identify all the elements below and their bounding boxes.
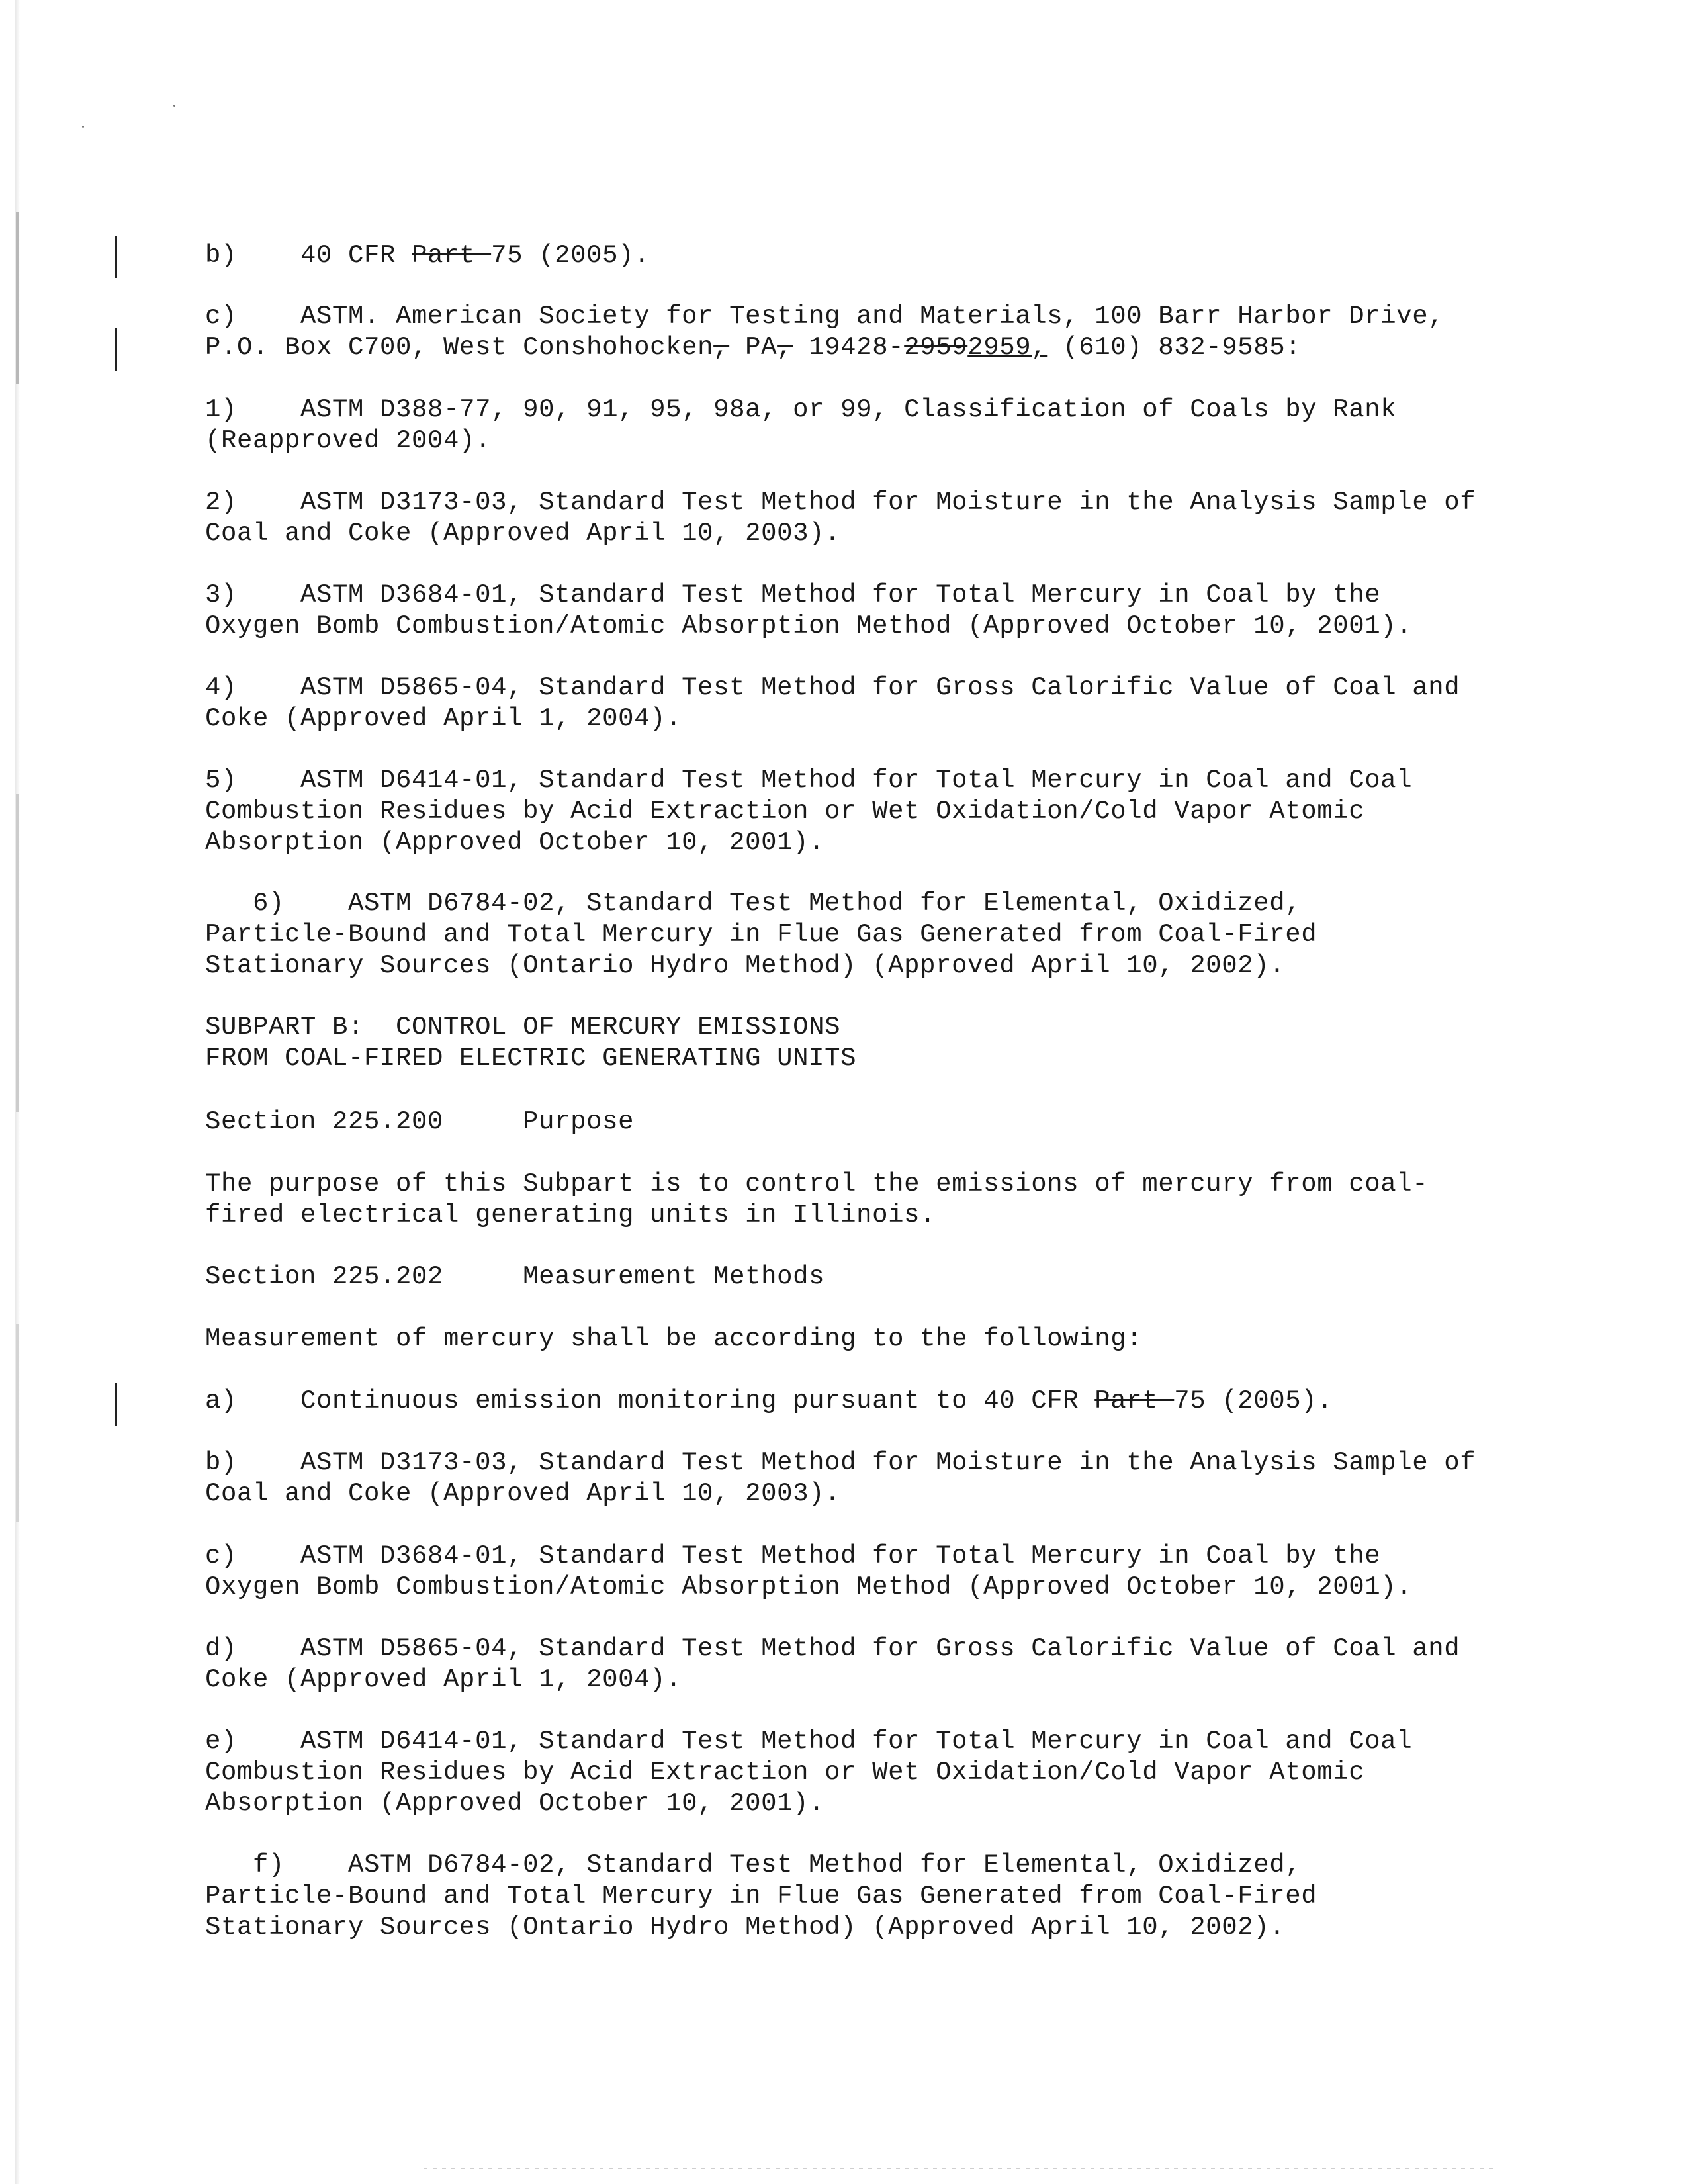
list-item: b) ASTM D3173-03, Standard Test Method for Moisture in the Analysis Sample of xyxy=(205,1448,1476,1477)
list-item-cont: Coal and Coke (Approved April 10, 2003). xyxy=(205,519,841,548)
list-item: 5) ASTM D6414-01, Standard Test Method for Total Mercury in Coal and Coal xyxy=(205,766,1413,795)
scan-artifact xyxy=(16,794,19,1112)
scan-speck xyxy=(82,126,84,128)
section-title: Purpose xyxy=(523,1107,635,1136)
scan-artifact xyxy=(16,1324,19,1522)
revision-bar xyxy=(115,328,117,371)
list-item: a) Continuous emission monitoring pursuant to 40 CFR Part 75 (2005). xyxy=(205,1387,1333,1416)
ref-c-line2: P.O. Box C700, West Conshohocken, PA, 19428-29592959, (610) 832-9585: xyxy=(205,333,1302,362)
ref-c-line1: c) ASTM. American Society for Testing and Materials, 100 Barr Harbor Drive, xyxy=(205,302,1445,331)
list-item: d) ASTM D5865-04, Standard Test Method for Gross Calorific Value of Coal and xyxy=(205,1634,1460,1663)
list-item: e) ASTM D6414-01, Standard Test Method for Total Mercury in Coal and Coal xyxy=(205,1727,1413,1756)
list-item-cont: Absorption (Approved October 10, 2001). xyxy=(205,828,825,857)
list-item-cont: Stationary Sources (Ontario Hydro Method) (Approved April 10, 2002). xyxy=(205,1913,1286,1942)
subpart-heading-cont: FROM COAL-FIRED ELECTRIC GENERATING UNITS xyxy=(205,1044,857,1073)
list-item: 3) ASTM D3684-01, Standard Test Method for Total Mercury in Coal by the xyxy=(205,580,1381,610)
section-number: Section 225.202 xyxy=(205,1262,444,1291)
scan-artifact xyxy=(16,212,19,384)
list-item-cont: Coal and Coke (Approved April 10, 2003). xyxy=(205,1479,841,1508)
section-number: Section 225.200 xyxy=(205,1107,444,1136)
section-body: Measurement of mercury shall be according to the following: xyxy=(205,1324,1143,1353)
list-item: 4) ASTM D5865-04, Standard Test Method for Gross Calorific Value of Coal and xyxy=(205,673,1460,702)
list-item-cont: (Reapproved 2004). xyxy=(205,426,492,455)
list-item-cont: Particle-Bound and Total Mercury in Flue Gas Generated from Coal-Fired xyxy=(205,1882,1317,1911)
inserted-text: 2959, xyxy=(967,333,1048,362)
section-heading xyxy=(205,1261,825,1293)
list-item: 2) ASTM D3173-03, Standard Test Method for Moisture in the Analysis Sample of xyxy=(205,488,1476,517)
section-body-cont: fired electrical generating units in Illinois. xyxy=(205,1201,936,1230)
struck-text: Part xyxy=(412,241,492,270)
struck-text: Part xyxy=(1094,1387,1175,1416)
list-item: c) ASTM D3684-01, Standard Test Method for Total Mercury in Coal by the xyxy=(205,1541,1381,1570)
struck-text: 2959 xyxy=(904,333,968,362)
list-item-cont: Absorption (Approved October 10, 2001). xyxy=(205,1789,825,1818)
list-item: 6) ASTM D6784-02, Standard Test Method for Elemental, Oxidized, xyxy=(253,889,1302,918)
ref-label: b) xyxy=(205,241,238,270)
list-item: 1) ASTM D388-77, 90, 91, 95, 98a, or 99, Classification of Coals by Rank xyxy=(205,395,1397,424)
section-heading xyxy=(205,1107,634,1138)
list-item-cont: Coke (Approved April 1, 2004). xyxy=(205,704,682,733)
list-item-cont: Coke (Approved April 1, 2004). xyxy=(205,1665,682,1694)
list-item-cont: Stationary Sources (Ontario Hydro Method) (Approved April 10, 2002). xyxy=(205,951,1286,980)
list-item-cont: Particle-Bound and Total Mercury in Flue Gas Generated from Coal-Fired xyxy=(205,920,1317,949)
list-item-cont: Combustion Residues by Acid Extraction or Wet Oxidation/Cold Vapor Atomic xyxy=(205,1758,1365,1787)
ref-label: c) xyxy=(205,302,238,331)
list-item-cont: Oxygen Bomb Combustion/Atomic Absorption Method (Approved October 10, 2001). xyxy=(205,612,1413,641)
scan-speck xyxy=(173,105,175,107)
list-item-cont: Oxygen Bomb Combustion/Atomic Absorption Method (Approved October 10, 2001). xyxy=(205,1572,1413,1602)
scan-artifact xyxy=(424,2168,1495,2169)
section-body: The purpose of this Subpart is to control the emissions of mercury from coal- xyxy=(205,1169,1429,1199)
subpart-heading: SUBPART B: CONTROL OF MERCURY EMISSIONS xyxy=(205,1013,841,1042)
section-title: Measurement Methods xyxy=(523,1262,825,1291)
list-item: f) ASTM D6784-02, Standard Test Method for Elemental, Oxidized, xyxy=(253,1850,1302,1880)
list-item-cont: Combustion Residues by Acid Extraction or Wet Oxidation/Cold Vapor Atomic xyxy=(205,797,1365,826)
revision-bar xyxy=(115,1383,117,1426)
ref-b-line: b) 40 CFR Part 75 (2005). xyxy=(205,241,650,270)
revision-bar xyxy=(115,236,117,278)
